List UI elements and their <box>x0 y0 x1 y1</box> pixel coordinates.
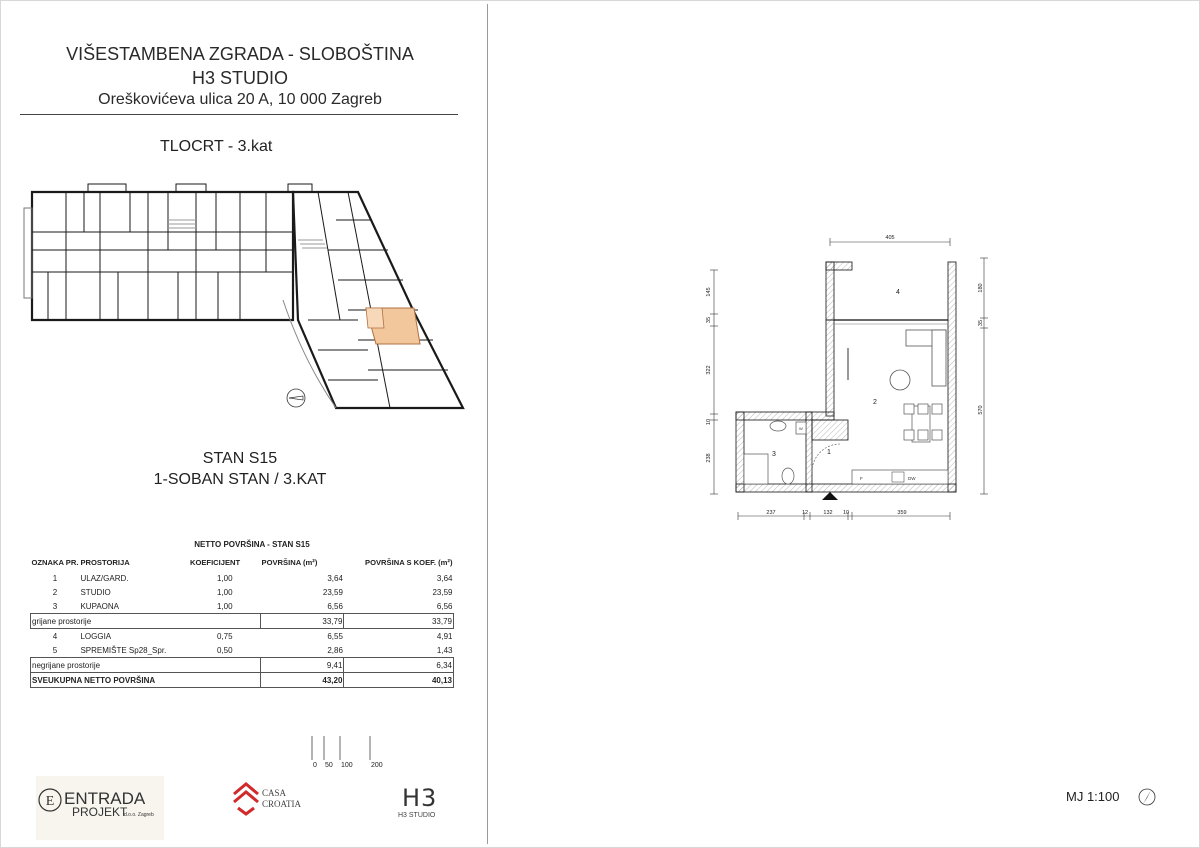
dim-left-4: 10 <box>706 418 712 426</box>
unheated-subtotal-row <box>31 658 454 673</box>
room-id: 3 <box>52 601 58 611</box>
room-name: KUPAONA <box>80 601 119 611</box>
key-plan-north-icon <box>287 389 305 407</box>
dim-left-3: 322 <box>706 365 712 375</box>
key-plan <box>18 180 468 420</box>
room-label-1: 1 <box>827 449 831 456</box>
heated-subtotal-label: grijane prostorije <box>31 614 261 629</box>
entrada-line1: ENTRADA <box>64 789 146 808</box>
room-label-3: 3 <box>772 451 776 458</box>
scale-label-0: 0 <box>313 762 317 769</box>
room-area-coef: 23,59 <box>432 587 453 597</box>
unheated-subtotal-area-coef: 6,34 <box>344 658 454 673</box>
dim-left-1: 145 <box>706 287 712 297</box>
building-wing-east <box>293 192 463 408</box>
area-table-caption: NETTO POVRŠINA - STAN S15 <box>194 540 310 549</box>
room-name: STUDIO <box>80 587 111 597</box>
room-area: 6,56 <box>327 601 343 611</box>
graphic-scale-bar <box>308 736 388 770</box>
casa-croatia-logo <box>230 778 310 823</box>
drawing-scale: MJ 1:100 <box>1066 789 1120 804</box>
h3-mark: H3 <box>402 784 438 812</box>
apartment-floor-plan <box>700 230 1000 530</box>
north-arrow-icon <box>1137 787 1157 807</box>
room-area-coef: 6,56 <box>436 601 453 611</box>
fridge-label: F <box>860 476 863 481</box>
entrada-line2: PROJEKT <box>72 805 128 819</box>
room-coef: 1,00 <box>216 573 233 583</box>
dim-bottom-1: 237 <box>766 510 776 516</box>
dim-bottom-2: 12 <box>801 510 809 516</box>
room-id: 4 <box>52 631 58 641</box>
project-address: Oreškovićeva ulica 20 A, 10 000 Zagreb <box>98 91 382 108</box>
sofa <box>906 330 946 386</box>
dim-top: 405 <box>885 235 895 241</box>
unit-description: 1-SOBAN STAN / 3.KAT <box>153 471 327 488</box>
h3-studio-logo <box>396 780 448 825</box>
room-area-coef: 4,91 <box>436 631 453 641</box>
room-name: LOGGIA <box>80 631 112 641</box>
dining-set <box>904 404 942 442</box>
dim-right-2: 35 <box>978 319 984 327</box>
col-header-room: PROSTORIJA <box>80 558 130 567</box>
dim-bottom-5: 359 <box>897 510 907 516</box>
scale-label-100: 100 <box>341 762 353 769</box>
room-coef: 1,00 <box>216 601 233 611</box>
table-row <box>31 571 454 585</box>
entrada-monogram: E <box>45 794 55 809</box>
room-coef: 0,50 <box>216 645 233 655</box>
entry-arrow-icon <box>822 492 838 500</box>
entrada-projekt-logo <box>36 776 164 840</box>
project-name: VIŠESTAMBENA ZGRADA - SLOBOŠTINA <box>66 44 414 64</box>
scale-label-50: 50 <box>325 762 333 769</box>
room-coef: 0,75 <box>216 631 233 641</box>
area-table <box>30 540 454 688</box>
table-row <box>31 585 454 599</box>
sheet-divider <box>487 4 488 844</box>
coffee-table <box>890 370 910 390</box>
room-id: 1 <box>52 573 58 583</box>
col-header-area: POVRŠINA (m²) <box>261 558 318 567</box>
room-label-4: 4 <box>896 289 900 296</box>
dim-right-1: 180 <box>978 283 984 293</box>
unheated-subtotal-area: 9,41 <box>261 658 344 673</box>
grand-total-label: SVEUKUPNA NETTO POVRŠINA <box>31 673 261 688</box>
room-area: 6,55 <box>327 631 343 641</box>
header-rule <box>20 114 458 115</box>
room-area-coef: 1,43 <box>436 645 453 655</box>
grand-total-area-coef: 40,13 <box>344 673 454 688</box>
heated-subtotal-area: 33,79 <box>261 614 344 629</box>
col-header-id: OZNAKA PR. <box>31 558 79 567</box>
room-id: 5 <box>52 645 58 655</box>
heated-subtotal-area-coef: 33,79 <box>344 614 454 629</box>
dim-right-3: 570 <box>978 405 984 415</box>
floor-plan-title: TLOCRT - 3.kat <box>160 138 273 155</box>
h3-text: H3 STUDIO <box>398 812 436 819</box>
table-row <box>31 643 454 658</box>
unheated-subtotal-label: negrijane prostorije <box>31 658 261 673</box>
washer-label: W <box>799 426 803 431</box>
room-name: SPREMIŠTE Sp28_Spr. <box>80 645 167 655</box>
dishwasher-label: DW <box>908 476 916 481</box>
room-area: 3,64 <box>327 573 343 583</box>
col-header-coef: KOEFICIJENT <box>189 558 241 567</box>
col-header-area-coef: POVRŠINA S KOEF. (m²) <box>365 558 453 567</box>
room-label-2: 2 <box>873 399 877 406</box>
building-wing-west <box>32 192 293 320</box>
dim-left-5: 238 <box>706 453 712 463</box>
dim-bottom-4: 10 <box>842 510 850 516</box>
room-area: 2,86 <box>327 645 343 655</box>
heated-subtotal-row <box>31 614 454 629</box>
dim-left-2: 35 <box>706 316 712 324</box>
studio-name: H3 STUDIO <box>191 68 288 88</box>
entrada-line3: d.o.o. Zagreb <box>124 812 154 818</box>
room-name: ULAZ/GARD. <box>80 573 129 583</box>
casa-line2: CROATIA <box>262 799 302 809</box>
room-area-coef: 3,64 <box>436 573 453 583</box>
room-id: 2 <box>52 587 58 597</box>
room-coef: 1,00 <box>216 587 233 597</box>
table-row <box>31 599 454 614</box>
table-row <box>31 629 454 644</box>
grand-total-area: 43,20 <box>261 673 344 688</box>
dim-bottom-3: 132 <box>823 510 833 516</box>
unit-name: STAN S15 <box>202 450 278 467</box>
casa-line1: CASA <box>262 788 287 798</box>
grand-total-row <box>31 673 454 688</box>
table-header-row <box>31 556 454 571</box>
room-area: 23,59 <box>322 587 343 597</box>
scale-label-200: 200 <box>371 762 383 769</box>
entry-door <box>812 444 840 472</box>
